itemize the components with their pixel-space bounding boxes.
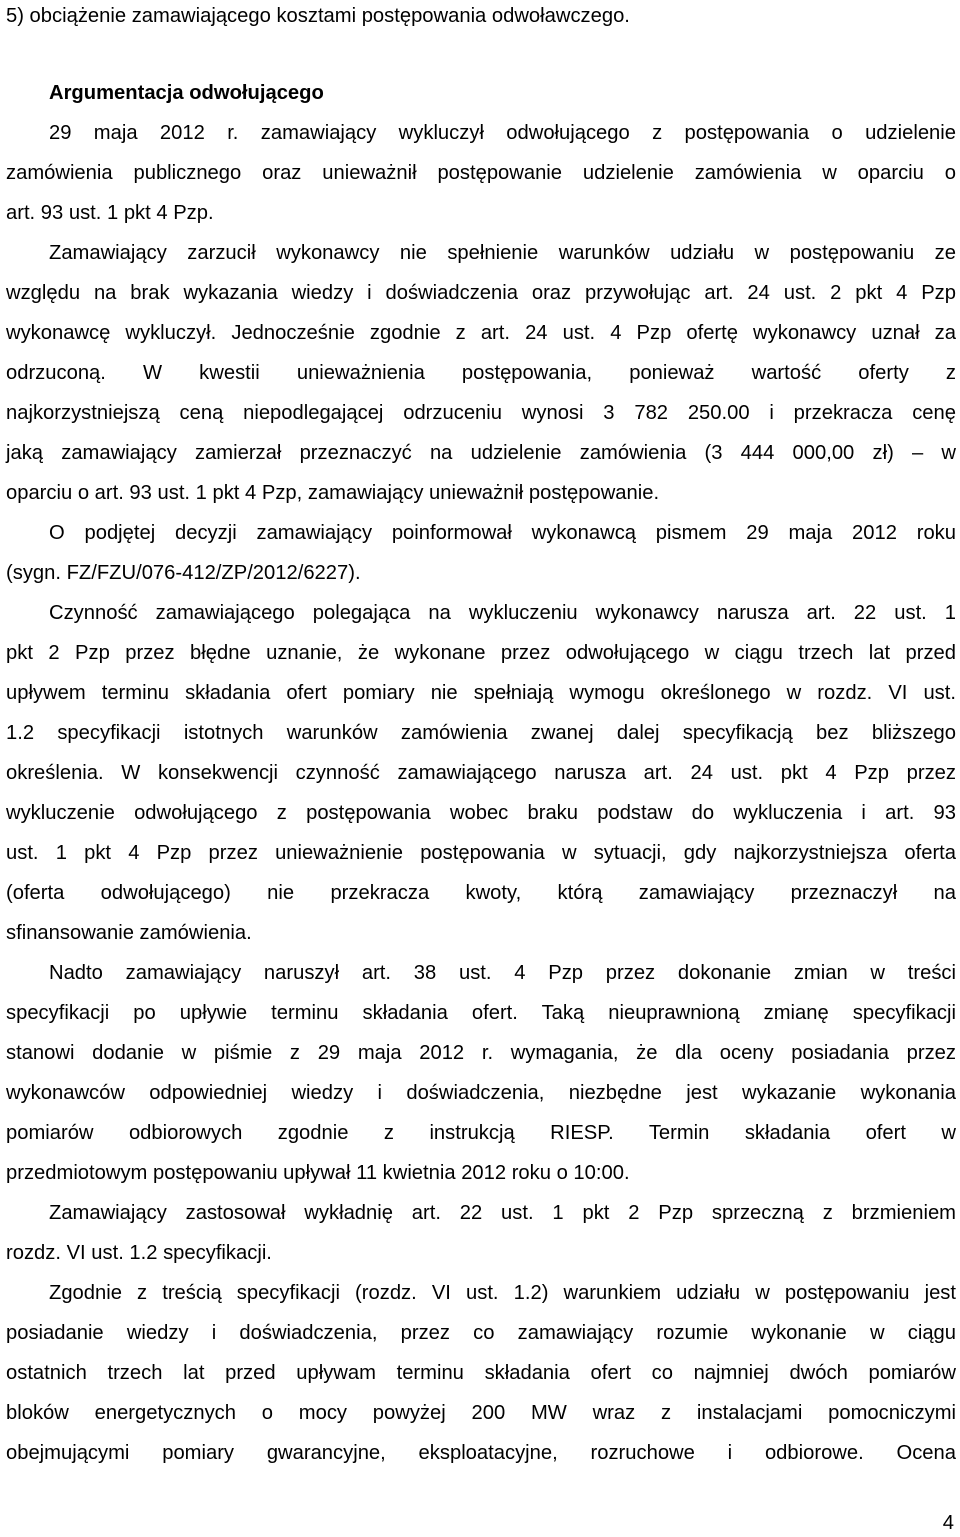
text-line: obejmującymi pomiary gwarancyjne, eksploatacyjne, rozruchowe i odbiorowe. Ocena [6, 1442, 956, 1464]
text-line: wykonawców odpowiedniej wiedzy i doświadczenia, niezbędne jest wykazanie wykonania [6, 1082, 956, 1104]
text-line: wykonawcę wykluczył. Jednocześnie zgodnie z art. 24 ust. 4 Pzp ofertę wykonawcy uznał za [6, 322, 956, 344]
text-line: określenia. W konsekwencji czynność zamawiającego narusza art. 24 ust. pkt 4 Pzp przez [6, 762, 956, 784]
text-line: pomiarów odbiorowych zgodnie z instrukcją RIESP. Termin składania ofert w [6, 1122, 956, 1144]
text-line: (sygn. FZ/FZU/076-412/ZP/2012/6227). [6, 562, 361, 584]
text-line: sfinansowanie zamówienia. [6, 922, 252, 944]
text-line: 29 maja 2012 r. zamawiający wykluczył odwołującego z postępowania o udzielenie [49, 122, 956, 144]
text-line: względu na brak wykazania wiedzy i doświadczenia oraz przywołując art. 24 ust. 2 pkt 4 Pzp [6, 282, 956, 304]
text-line: wykluczenie odwołującego z postępowania wobec braku podstaw do wykluczenia i art. 93 [6, 802, 956, 824]
text-line: ostatnich trzech lat przed upływam terminu składania ofert co najmniej dwóch pomiarów [6, 1362, 956, 1384]
text-line: Zgodnie z treścią specyfikacji (rozdz. VI ust. 1.2) warunkiem udziału w postępowaniu jest [49, 1282, 956, 1304]
text-line: zamówienia publicznego oraz unieważnił postępowanie udzielenie zamówienia w oparciu o [6, 162, 956, 184]
text-line: Nadto zamawiający naruszył art. 38 ust. 4 Pzp przez dokonanie zmian w treści [49, 962, 956, 984]
text-line: odrzuconą. W kwestii unieważnienia postępowania, ponieważ wartość oferty z [6, 362, 956, 384]
page-number: 4 [942, 1512, 954, 1534]
text-line: specyfikacji po upływie terminu składania ofert. Taką nieuprawnioną zmianę specyfikacji [6, 1002, 956, 1024]
text-line: bloków energetycznych o mocy powyżej 200 MW wraz z instalacjami pomocniczymi [6, 1402, 956, 1424]
text-line: Zamawiający zastosował wykładnię art. 22 ust. 1 pkt 2 Pzp sprzeczną z brzmieniem [49, 1202, 956, 1224]
text-line: przedmiotowym postępowaniu upływał 11 kwietnia 2012 roku o 10:00. [6, 1162, 630, 1184]
list-item-5: 5) obciążenie zamawiającego kosztami postępowania odwoławczego. [6, 5, 630, 27]
section-heading: Argumentacja odwołującego [49, 82, 324, 104]
text-line: najkorzystniejszą ceną niepodlegającej odrzuceniu wynosi 3 782 250.00 i przekracza cenę [6, 402, 956, 424]
text-line: Zamawiający zarzucił wykonawcy nie spełnienie warunków udziału w postępowaniu ze [49, 242, 956, 264]
text-line: stanowi dodanie w piśmie z 29 maja 2012 r. wymagania, że dla oceny posiadania przez [6, 1042, 956, 1064]
text-line: Czynność zamawiającego polegająca na wykluczeniu wykonawcy narusza art. 22 ust. 1 [49, 602, 956, 624]
text-line: O podjętej decyzji zamawiający poinformował wykonawcą pismem 29 maja 2012 roku [49, 522, 956, 544]
text-line: posiadanie wiedzy i doświadczenia, przez co zamawiający rozumie wykonanie w ciągu [6, 1322, 956, 1344]
text-line: art. 93 ust. 1 pkt 4 Pzp. [6, 202, 214, 224]
text-line: upływem terminu składania ofert pomiary nie spełniają wymogu określonego w rozdz. VI ust. [6, 682, 956, 704]
text-line: rozdz. VI ust. 1.2 specyfikacji. [6, 1242, 272, 1264]
text-line: (oferta odwołującego) nie przekracza kwoty, którą zamawiający przeznaczył na [6, 882, 956, 904]
text-line: oparciu o art. 93 ust. 1 pkt 4 Pzp, zamawiający unieważnił postępowanie. [6, 482, 660, 504]
text-line: 1.2 specyfikacji istotnych warunków zamówienia zwanej dalej specyfikacją bez bliższego [6, 722, 956, 744]
text-line: ust. 1 pkt 4 Pzp przez unieważnienie postępowania w sytuacji, gdy najkorzystniejsza oferta [6, 842, 956, 864]
text-line: jaką zamawiający zamierzał przeznaczyć na udzielenie zamówienia (3 444 000,00 zł) – w [6, 442, 956, 464]
text-line: pkt 2 Pzp przez błędne uznanie, że wykonane przez odwołującego w ciągu trzech lat przed [6, 642, 956, 664]
